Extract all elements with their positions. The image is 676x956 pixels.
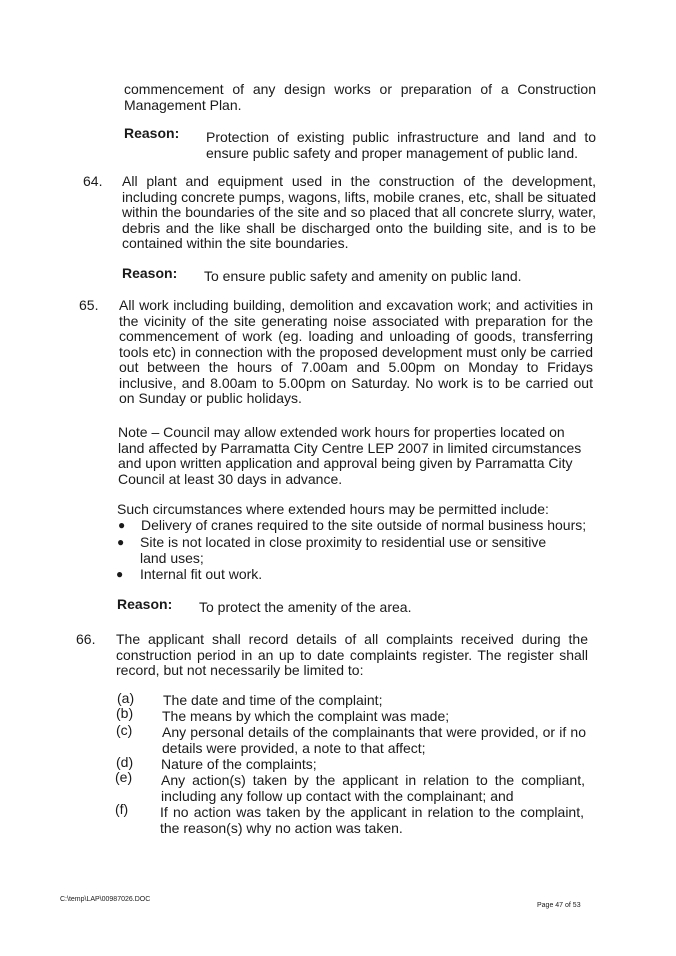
list-item: Nature of the complaints;	[161, 756, 317, 772]
list-letter: (c)	[116, 722, 133, 738]
reason-label: Reason:	[122, 265, 178, 281]
list-letter: (f)	[115, 801, 129, 817]
list-item: If no action was taken by the applicant in relation to the complaint, the reason(s) why no action was taken.	[160, 804, 584, 836]
condition-number: 65.	[79, 297, 99, 313]
list-letter: (e)	[115, 769, 133, 785]
reason-text: To ensure public safety and amenity on public land.	[204, 268, 522, 284]
list-letter: (a)	[117, 690, 135, 706]
bullet-item: Delivery of cranes required to the site outside of normal business hours;	[141, 517, 587, 533]
list-item: Any action(s) taken by the applicant in relation to the compliant, including any follow up contact with the complainant; and	[161, 772, 585, 804]
bullet-point: ●	[118, 518, 126, 532]
condition-66-text: The applicant shall record details of all complaints received during the construction period in an up to date complaints register. The register shall record, but not necessarily be limited to:	[116, 631, 588, 678]
list-letter: (d)	[116, 754, 134, 770]
list-letter: (b)	[116, 705, 134, 721]
reason-label: Reason:	[124, 125, 180, 141]
bullet-item: Internal fit out work.	[140, 566, 263, 582]
list-item: The means by which the complaint was made;	[162, 708, 450, 724]
reason-text: Protection of existing public infrastructure and land and to ensure public safety and proper management of public land.	[206, 129, 596, 161]
condition-65-note: Note – Council may allow extended work hours for properties located on land affected by Parramatta City Centre LEP 2007 in limited circumstances and upon written application and approval being given by Parramatta City Council at least 30 days in advance.	[118, 424, 582, 487]
circumstances-intro: Such circumstances where extended hours may be permitted include:	[117, 501, 549, 517]
list-item: Any personal details of the complainants that were provided, or if no details were provided, a note to that affect;	[162, 724, 586, 756]
reason-label: Reason:	[117, 596, 173, 612]
condition-number: 64.	[83, 173, 103, 189]
bullet-item: Site is not located in close proximity to residential use or sensitive land uses;	[140, 534, 547, 566]
bullet-point: ●	[117, 535, 125, 549]
bullet-point: ●	[116, 567, 124, 581]
intro-paragraph: commencement of any design works or preparation of a Construction Management Plan.	[124, 81, 596, 113]
condition-64-text: All plant and equipment used in the construction of the development, including concrete pumps, wagons, lifts, mobile cranes, etc, shall be situated within the boundaries of the site and so placed that all concrete slurry, water, debris and the like shall be discharged onto the building site, and is to be contained within the site boundaries.	[122, 173, 596, 251]
footer-file-path: C:\temp\LAP\00987026.DOC	[60, 896, 151, 903]
condition-65-text: All work including building, demolition and excavation work; and activities in the vicinity of the site generating noise associated with preparation for the commencement of work (eg. loading and unloading of goods, transferring tools etc) in connection with the proposed development must only be carried out between the hours of 7.00am and 5.00pm on Monday to Fridays inclusive, and 8.00am to 5.00pm on Saturday. No work is to be carried out on Sunday or public holidays.	[119, 297, 593, 406]
condition-number: 66.	[76, 631, 96, 647]
reason-text: To protect the amenity of the area.	[199, 599, 412, 615]
list-item: The date and time of the complaint;	[163, 692, 383, 708]
footer-page-number: Page 47 of 53	[537, 902, 581, 909]
